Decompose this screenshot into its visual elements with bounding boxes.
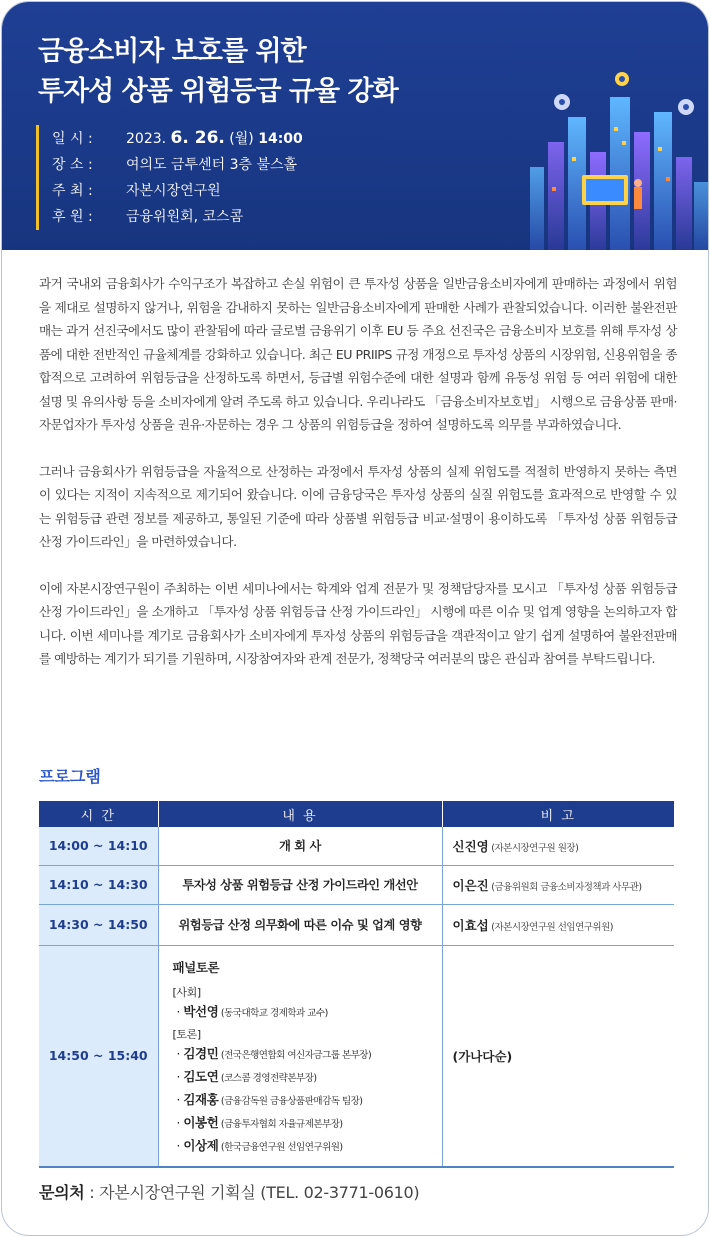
speaker-org: (금융위원회 금융소비자정책과 사무관) [488, 881, 642, 893]
header-note: 비 고 [442, 801, 674, 827]
speaker-name: 신진영 [452, 838, 489, 854]
speaker-name: 이은진 [452, 877, 489, 893]
event-title [38, 32, 498, 112]
time-cell: 14:10 ~ 14:30 [39, 865, 158, 904]
time-cell: 14:00 ~ 14:10 [39, 827, 158, 865]
intro-text [39, 272, 677, 694]
date-bold: 6. 26. [170, 128, 225, 148]
panel-member: · 이상제 (한국금융연구원 선임연구위원) [176, 1137, 343, 1153]
member-name: 박선영 [183, 1003, 219, 1019]
info-sponsor [52, 204, 303, 230]
header-banner [2, 2, 709, 250]
info-value: 자본시장연구원 [126, 183, 221, 199]
member-org: (전국은행연합회 여신자금그룹 본부장) [218, 1049, 372, 1061]
header-content: 내 용 [158, 801, 442, 827]
note-cell [442, 827, 674, 865]
panel-cell [158, 945, 442, 1167]
panel-title: 패널토론 [172, 959, 220, 975]
time-bold: 14:00 [258, 131, 303, 147]
note-cell [442, 865, 674, 904]
intro-paragraph-3: 이에 자본시장연구원이 주최하는 이번 세미나에서는 학계와 업계 전문가 및 정책담당자를 모시고 「투자성 상품 위험등급 산정 가이드라인」을 소개하고 「투자성 상품 위험등급 산정 가이드라인」 시행에 따른 이슈 및 업계 영향을 논의하고자 합니다. 이번 세미나를 계기로 금융회사가 소비자에게 투자성 상품의 위험등급을 객관적이고 알기 쉽게 설명하여 불완전판매를 예방하는 계기가 되기를 기원하며, 시장참여자와 관계 전문가, 정책당국 여러분의 많은 관심과 참여를 부탁드립니다. [39, 580, 677, 666]
event-info [36, 125, 303, 230]
info-label: 장 소 : [52, 157, 93, 173]
program-table [39, 801, 674, 1168]
member-org: (동국대학교 경제학과 교수) [218, 1007, 328, 1019]
info-label: 일 시 : [52, 131, 93, 147]
title-line-1: 금융소비자 보호를 위한 [38, 36, 306, 67]
table-row [39, 827, 674, 865]
info-value: 여의도 금투센터 3층 불스홀 [126, 157, 298, 173]
member-org: (금융감독원 금융상품판매감독 팀장) [218, 1095, 363, 1107]
content-cell: 위험등급 산정 의무화에 따른 이슈 및 업계 영향 [158, 904, 442, 945]
invitation-card [1, 1, 709, 1236]
member-name: 이상제 [183, 1137, 219, 1153]
member-org: (금융투자협회 자율규제본부장) [218, 1118, 343, 1130]
panel-member: · 박선영 (동국대학교 경제학과 교수) [176, 1003, 328, 1019]
time-cell: 14:30 ~ 14:50 [39, 904, 158, 945]
note-cell [442, 904, 674, 945]
member-name: 김경민 [183, 1045, 219, 1061]
info-label: 후 원 : [52, 209, 93, 225]
header-time: 시 간 [39, 801, 158, 827]
speaker-org: (자본시장연구원 원장) [488, 842, 579, 854]
contact-text: : 자본시장연구원 기획실 (TEL. 02-3771-0610) [84, 1183, 420, 1202]
info-value: 2023. [126, 131, 171, 147]
info-value: 금융위원회, 코스콤 [126, 209, 244, 225]
member-name: 김도연 [183, 1068, 219, 1084]
panel-member: · 김도연 (코스콤 경영전략본부장) [176, 1068, 317, 1084]
member-name: 이봉헌 [183, 1114, 219, 1130]
panel-member: · 김재홍 (금융감독원 금융상품판매감독 팀장) [176, 1091, 363, 1107]
moderator-label: [사회] [172, 985, 201, 999]
info-host [52, 178, 303, 204]
table-header-row [39, 801, 674, 827]
speaker-org: (자본시장연구원 선임연구위원) [488, 921, 613, 933]
weekday: (월) [224, 131, 259, 147]
info-label: 주 최 : [52, 183, 93, 199]
intro-paragraph-1: 과거 국내외 금융회사가 수익구조가 복잡하고 손실 위험이 큰 투자성 상품을 일반금융소비자에게 판매하는 과정에서 위험을 제대로 설명하지 않거나, 위험을 감내하지 못하는 일반금융소비자에게 판매한 사례가 관찰되었습니다. 이러한 불완전판매는 과거 선진국에서도 많이 관찰됨에 따라 글로벌 금융위기 이후 EU 등 주요 선진국은 금융소비자 보호를 위해 투자성 상품에 대한 전반적인 규율체계를 강화하고 있습니다. 최근 EU PRIIPS 규정 개정으로 투자성 상품의 시장위험, 신용위험을 종합적으로 고려하여 위험등급을 산정하도록 하면서, 등급별 위험수준에 대한 설명과 함께 유동성 위험 등 여러 위험에 대한 설명 및 유의사항 등을 소비자에게 알려 주도록 하고 있습니다. 우리나라도 「금융소비자보호법」 시행으로 금융상품 판매·자문업자가 투자성 상품을 권유·자문하는 경우 그 상품의 위험등급을 정하여 설명하도록 의무를 부과하였습니다. [39, 276, 677, 432]
title-line-2: 투자성 상품 위험등급 규율 강화 [38, 76, 398, 107]
info-venue [52, 152, 303, 178]
speaker-name: 이효섭 [452, 917, 489, 933]
contact-info [39, 1180, 419, 1203]
table-row [39, 865, 674, 904]
intro-paragraph-2: 그러나 금융회사가 위험등급을 자율적으로 산정하는 과정에서 투자성 상품의 실제 위험도를 적절히 반영하지 못하는 측면이 있다는 지적이 지속적으로 제기되어 왔습니다. 이에 금융당국은 투자성 상품의 실질 위험도를 효과적으로 반영할 수 있는 위험등급 관련 정보를 제공하고, 통일된 기준에 따라 상품별 위험등급 비교·설명이 용이하도록 「투자성 상품 위험등급 산정 가이드라인」을 마련하였습니다. [39, 463, 677, 549]
note-cell [442, 945, 674, 1167]
program-heading: 프로그램 [39, 767, 101, 786]
panel-member: · 김경민 (전국은행연합회 여신자금그룹 본부장) [176, 1045, 372, 1061]
info-date [52, 125, 303, 152]
panel-member: · 이봉헌 (금융투자협회 자율규제본부장) [176, 1114, 343, 1130]
member-name: 김재홍 [183, 1091, 219, 1107]
table-row-panel [39, 945, 674, 1167]
alphabetical-note: (가나다순) [452, 1048, 513, 1064]
contact-label: 문의처 [39, 1183, 85, 1202]
time-cell: 14:50 ~ 15:40 [39, 945, 158, 1167]
member-org: (한국금융연구원 선임연구위원) [218, 1141, 343, 1153]
member-org: (코스콤 경영전략본부장) [218, 1072, 317, 1084]
content-cell: 투자성 상품 위험등급 산정 가이드라인 개선안 [158, 865, 442, 904]
content-cell: 개 회 사 [158, 827, 442, 865]
discussant-label: [토론] [172, 1027, 201, 1041]
isometric-city-illustration [522, 57, 709, 250]
table-row [39, 904, 674, 945]
